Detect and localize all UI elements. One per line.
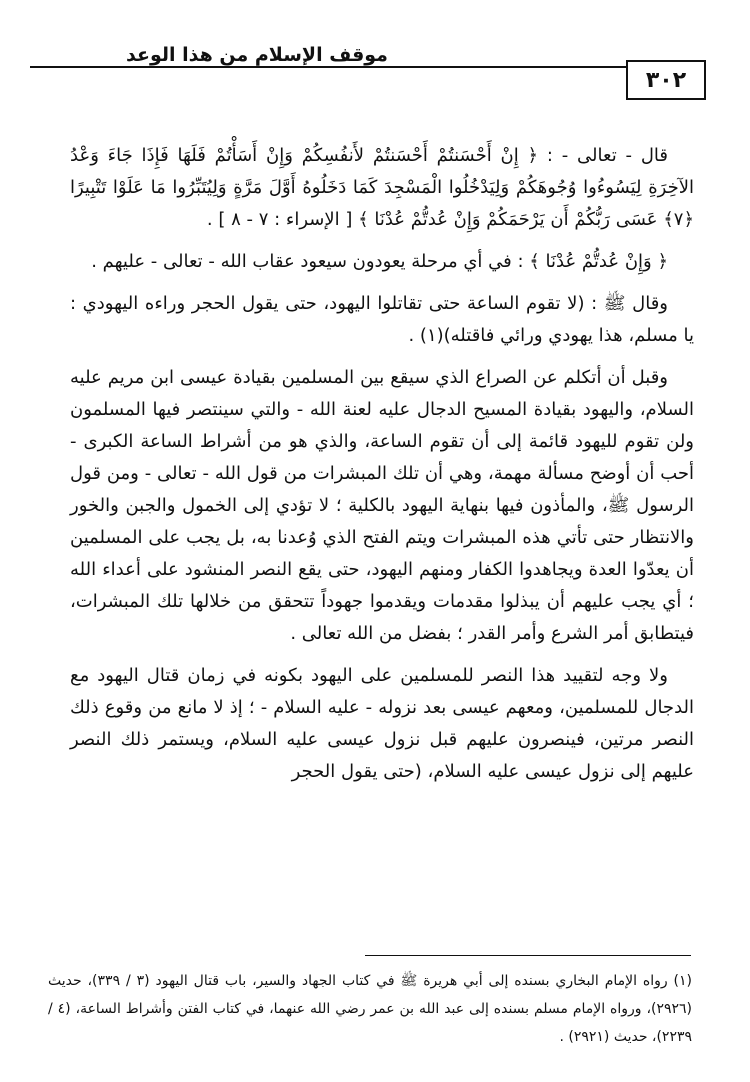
body-text — [70, 140, 694, 788]
page-header — [30, 42, 692, 94]
page-number-box — [626, 60, 706, 100]
footnote-1: (١) رواه الإمام البخاري بسنده إلى أبي هريرة ﷺ في كتاب الجهاد والسير، باب قتال اليهود (٣ / ٣٣٩)، حديث (٢٩٢٦)، ورواه الإمام مسلم بسنده إلى عبد الله بن عمر رضي الله عنهما، في كتاب الفتن وأشراط الساعة، (٤ / ٢٢٣٩)، حديث (٢٩٢١) . — [48, 973, 693, 1045]
paragraph-hadith: وقال ﷺ : (لا تقوم الساعة حتى تقاتلوا اليهود، حتى يقول الحجر وراءه اليهودي : يا مسلم، هذا يهودي ورائي فاقتله)(١) . — [70, 293, 694, 346]
paragraph-conclusion: ولا وجه لتقييد هذا النصر للمسلمين على اليهود بكونه في زمان قتال اليهود مع الدجال للمسلمين، ومعهم عيسى بعد نزوله - عليه السلام - ؛ إذ لا مانع من وقوع ذلك النصر مرتين، فينصرون عليهم قبل نزول عيسى عليه السلام، ويستمر ذلك النصر عليهم إلى نزول عيسى عليه السلام، (حتى يقول الحجر — [70, 665, 694, 782]
paragraph-commentary: ﴿ وَإِنْ عُدتُّمْ عُدْنَا ﴾ : في أي مرحلة يعودون سيعود عقاب الله - تعالى - عليهم . — [91, 251, 668, 272]
paragraph-quran-quote: قال - تعالى - : ﴿ إِنْ أَحْسَنتُمْ أَحْسَنتُمْ لأَنفُسِكُمْ وَإِنْ أَسَأْتُمْ فَلَهَا فَإِذَا جَاءَ وَعْدُ الآخِرَةِ لِيَسُوءُوا وُجُوهَكُمْ وَلِيَدْخُلُوا الْمَسْجِدَ كَمَا دَخَلُوهُ أَوَّلَ مَرَّةٍ وَلِيُتَبِّرُوا مَا عَلَوْا تَتْبِيرًا ﴿٧﴾ عَسَى رَبُّكُمْ أَن يَرْحَمَكُمْ وَإِنْ عُدتُّمْ عُدْنَا ﴾ [ الإسراء : ٧ - ٨ ] . — [70, 145, 694, 230]
page-number: ٣٠٢ — [645, 67, 687, 93]
paragraph-discussion: وقبل أن أتكلم عن الصراع الذي سيقع بين المسلمين بقيادة عيسى ابن مريم عليه السلام، واليهود بقيادة المسيح الدجال عليه لعنة الله - والتي سينتصر فيها المسلمون ولن تقوم لليهود قائمة إلى أن تقوم الساعة، والذي هو من أشراط الساعة الكبرى - أحب أن أوضح مسألة مهمة، وهي أن تلك المبشرات من قول الله - تعالى - ومن قول الرسول ﷺ، والمأذون فيها بنهاية اليهود بالكلية ؛ لا تؤدي إلى الخمول والجبن والخور والانتظار حتى تأتي هذه المبشرات ويتم الفتح الذي وُعدنا به، بل يجب على المسلمين أن يعدّوا العدة ويجاهدوا الكفار ومنهم اليهود، حتى يقع النصر المنشود على أعداء الله ؛ أي يجب عليهم أن يبذلوا مقدمات ويقدموا جهوداً تتحقق من خلالها تلك المبشرات، فيتطابق أمر الشرع وأمر القدر ؛ بفضل من الله تعالى . — [70, 367, 694, 644]
running-title: موقف الإسلام من هذا الوعد — [120, 44, 394, 66]
header-rule — [30, 66, 692, 68]
footnotes — [48, 967, 692, 1051]
footnote-rule — [365, 955, 691, 956]
